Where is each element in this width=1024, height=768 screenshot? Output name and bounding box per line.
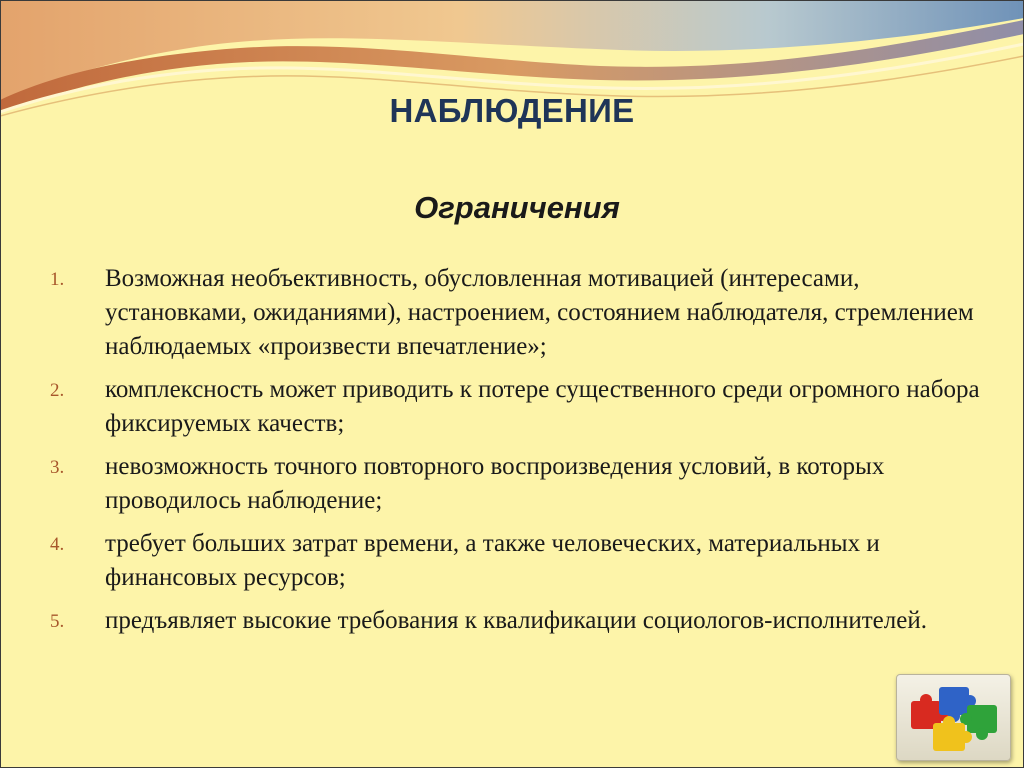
list-item [50,262,995,364]
list-item [50,527,995,595]
slide-subtitle: Ограничения [414,190,620,225]
list-item [50,450,995,518]
list-item [50,604,995,638]
list-item-text: требует больших затрат времени, а также человеческих, материальных и финансовых ресурсов; [105,530,880,591]
list-item [50,373,995,441]
list-item-text: комплексность может приводить к потере существенного среди огромного набора фиксируемых качеств; [105,376,980,437]
list-item-text: Возможная необъективность, обусловленная мотивацией (интересами, установками, ожиданиями), настроением, состоянием наблюдателя, стремлением наблюдаемых «произвести впечатление»; [105,265,974,360]
list-item-number: 1. [50,269,65,290]
list-item-number: 3. [50,457,65,478]
list-item-number: 4. [50,534,65,555]
puzzle-pieces-icon [897,675,1010,760]
limitations-list [50,262,995,647]
puzzle-image [896,674,1011,761]
list-item-text: предъявляет высокие требования к квалификации социологов-исполнителей. [105,607,927,634]
slide-title: НАБЛЮДЕНИЕ [389,92,635,129]
list-item-text: невозможность точного повторного воспроизведения условий, в которых проводилось наблюдение; [105,453,885,514]
list-item-number: 5. [50,611,65,632]
list-item-number: 2. [50,380,65,401]
